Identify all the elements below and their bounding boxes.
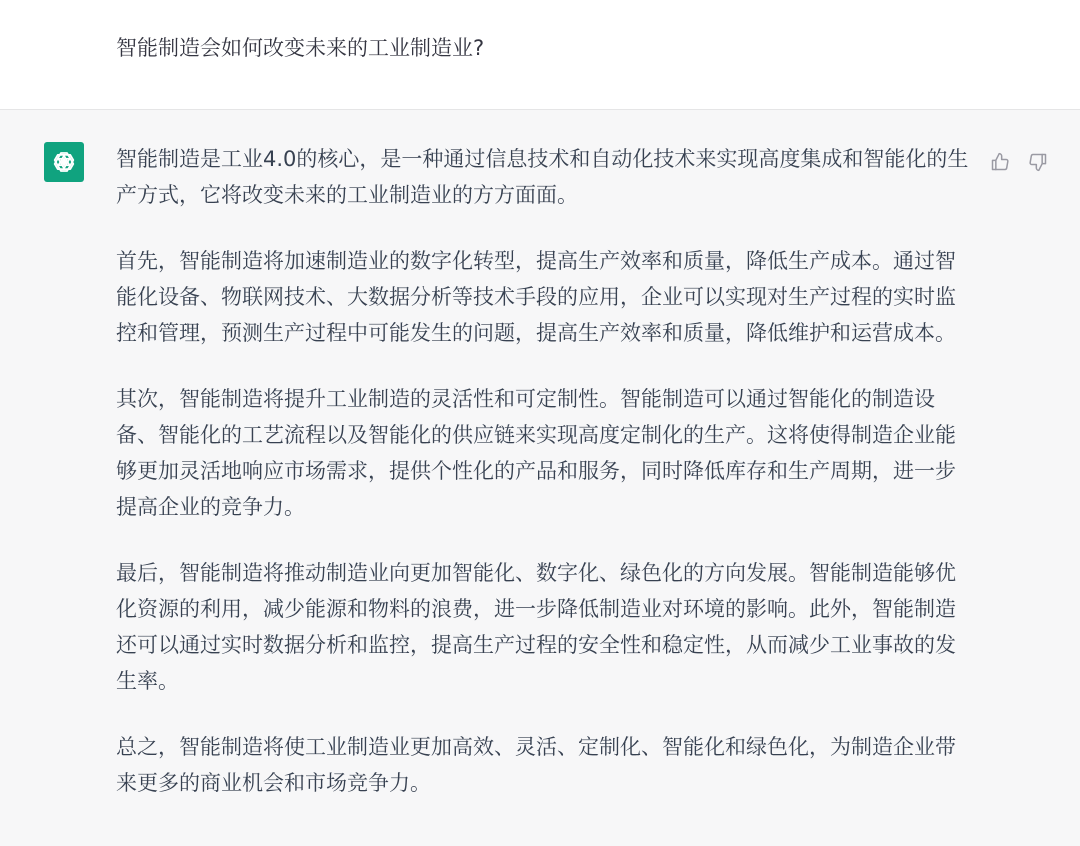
message-paragraph-1: 智能制造是工业4.0的核心，是一种通过信息技术和自动化技术来实现高度集成和智能化的生产方式，它将改变未来的工业制造业的方方面面。 (116, 147, 969, 207)
thumbs-down-icon[interactable] (1024, 148, 1052, 176)
assistant-message-row (0, 110, 1080, 846)
message-paragraph-3: 其次，智能制造将提升工业制造的灵活性和可定制性。智能制造可以通过智能化的制造设备、智能化的工艺流程以及智能化的供应链来实现高度定制化的生产。这将使得制造企业能够更加灵活地响应市场需求，提供个性化的产品和服务，同时降低库存和生产周期，进一步提高企业的竞争力。 (116, 387, 956, 519)
message-paragraph-5: 总之，智能制造将使工业制造业更加高效、灵活、定制化、智能化和绿色化，为制造企业带来更多的商业机会和市场竞争力。 (116, 735, 956, 795)
openai-logo-icon (44, 142, 84, 182)
message-paragraph-4: 最后，智能制造将推动制造业向更加智能化、数字化、绿色化的方向发展。智能制造能够优化资源的利用，减少能源和物料的浪费，进一步降低制造业对环境的影响。此外，智能制造还可以通过实时数据分析和监控，提高生产过程的安全性和稳定性，从而减少工业事故的发生率。 (116, 561, 956, 693)
assistant-message-text (116, 141, 974, 831)
user-message-row (0, 0, 1080, 110)
message-paragraph-2: 首先，智能制造将加速制造业的数字化转型，提高生产效率和质量，降低生产成本。通过智能化设备、物联网技术、大数据分析等技术手段的应用，企业可以实现对生产过程的实时监控和管理，预测生产过程中可能发生的问题，提高生产效率和质量，降低维护和运营成本。 (116, 249, 956, 345)
thumbs-up-icon[interactable] (986, 148, 1014, 176)
user-message-text: 智能制造会如何改变未来的工业制造业? (116, 36, 485, 60)
